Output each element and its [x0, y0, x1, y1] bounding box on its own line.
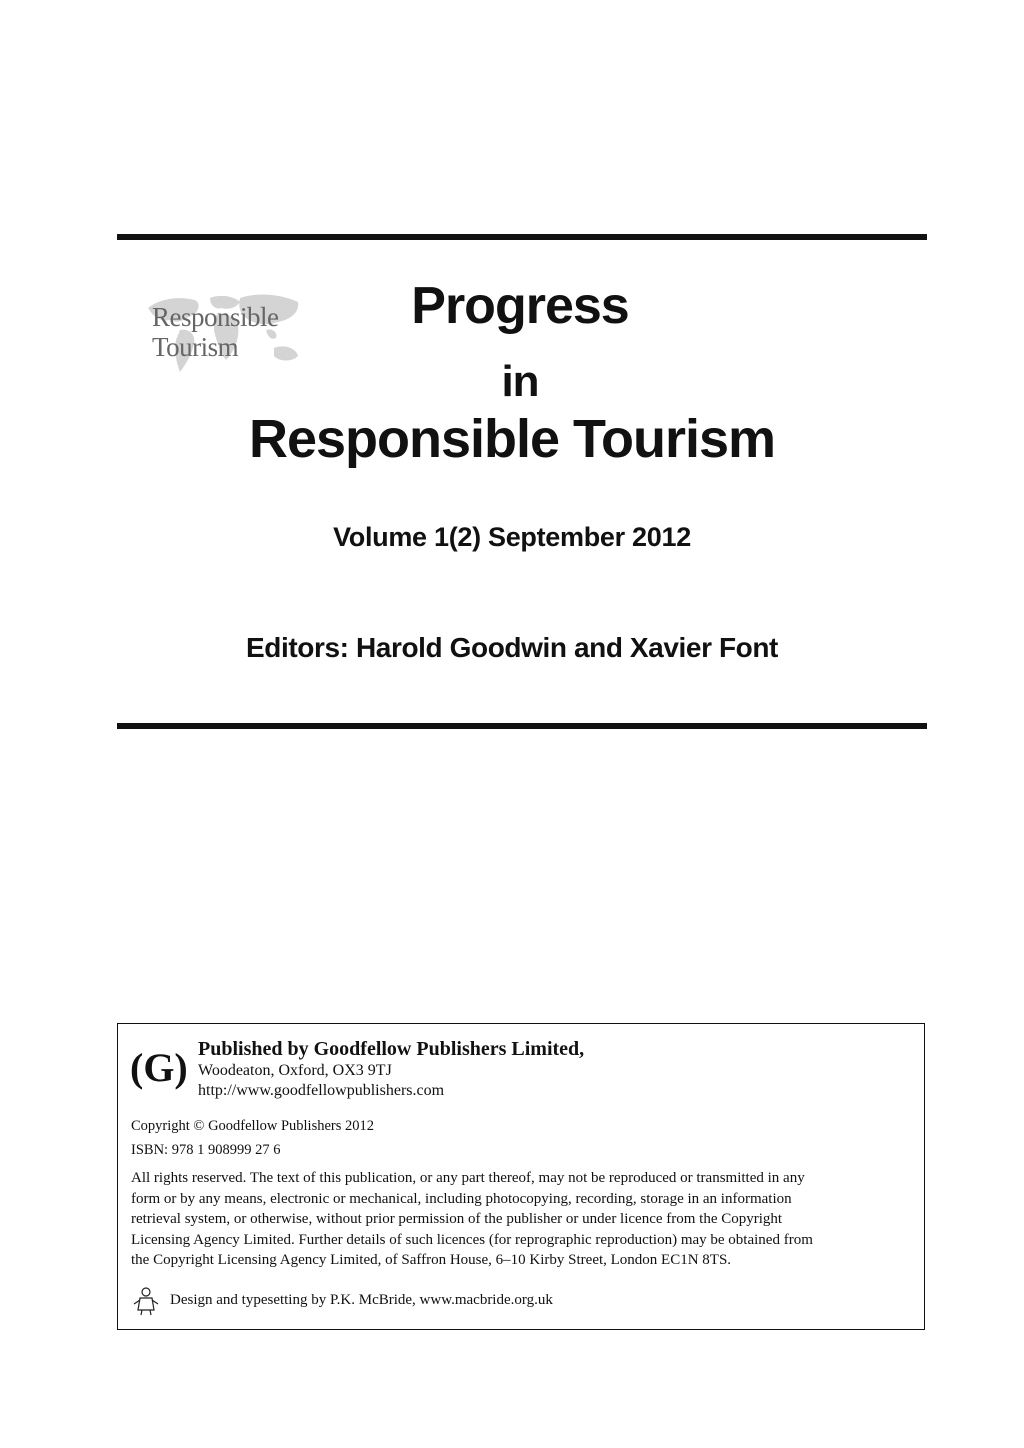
publisher-address: Woodeaton, Oxford, OX3 9TJ — [198, 1062, 392, 1079]
title-subject: Responsible Tourism — [248, 409, 776, 469]
rights-line: form or by any means, electronic or mechanical, including photocopying, recording, storage in an information — [131, 1190, 792, 1207]
title-main: Progress — [411, 277, 629, 335]
logo-text-line1: Responsible — [152, 302, 279, 332]
rights-paragraph — [131, 1168, 921, 1271]
rights-line: All rights reserved. The text of this publication, or any part thereof, may not be reproduced or transmitted in any — [131, 1170, 805, 1186]
imprint-box — [117, 1023, 925, 1330]
volume-line: Volume 1(2) September 2012 — [333, 522, 691, 552]
copyright-line: Copyright © Goodfellow Publishers 2012 — [131, 1118, 375, 1134]
rights-line: Licensing Agency Limited. Further details of such licences (for reprographic reproduction) may be obtained from — [131, 1231, 813, 1248]
publisher-name: Published by Goodfellow Publishers Limited, — [198, 1038, 585, 1060]
top-rule — [117, 234, 927, 240]
bottom-rule — [117, 723, 927, 729]
rights-line: the Copyright Licensing Agency Limited, of Saffron House, 6–10 Kirby Street, London EC1N 8TS. — [131, 1252, 732, 1269]
logo-text-line2: Tourism — [152, 332, 239, 362]
publisher-mark: (G) — [130, 1045, 188, 1090]
rights-line: retrieval system, or otherwise, without prior permission of the publisher or under licence from the Copyright — [131, 1211, 783, 1228]
design-credit: Design and typesetting by P.K. McBride, www.macbride.org.uk — [170, 1292, 553, 1308]
designer-figure-icon — [131, 1286, 161, 1316]
title-connector: in — [501, 357, 539, 406]
isbn-line: ISBN: 978 1 908999 27 6 — [131, 1142, 281, 1158]
publisher-url[interactable]: http://www.goodfellowpublishers.com — [198, 1082, 445, 1099]
editors-line: Editors: Harold Goodwin and Xavier Font — [246, 632, 778, 663]
